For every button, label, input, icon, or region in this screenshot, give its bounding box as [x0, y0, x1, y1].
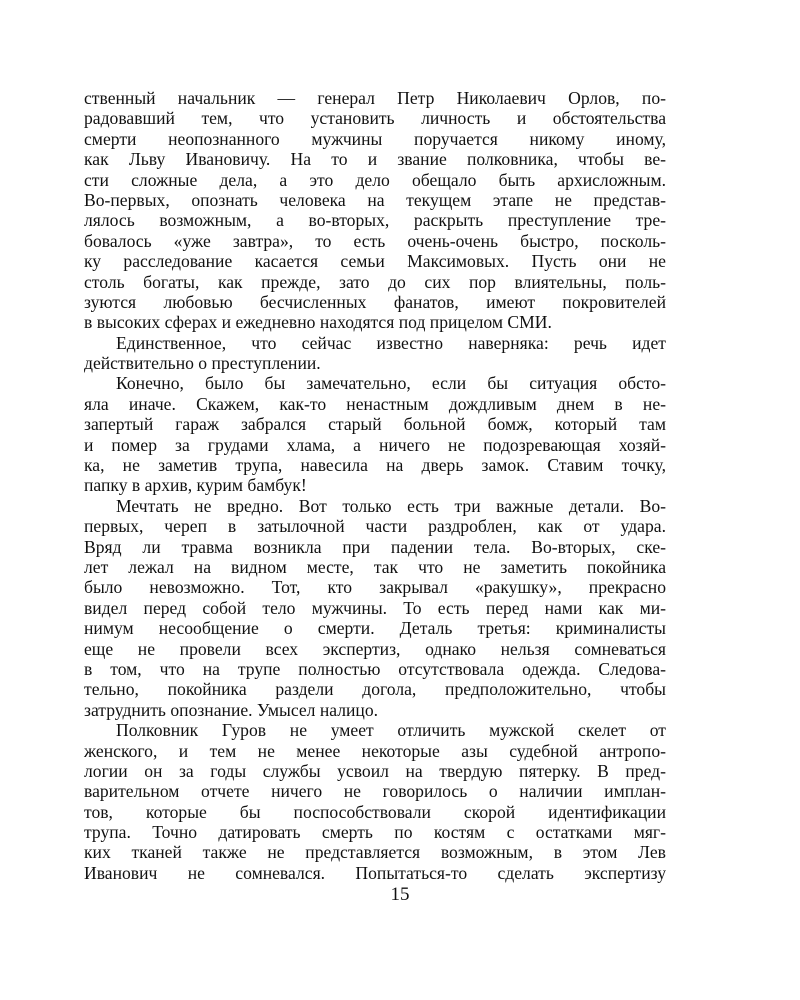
text-line: тельно, покойника раздели догола, предположительно, чтобы: [84, 679, 666, 700]
text-line: Иванович не сомневался. Попытаться-то сделать экспертизу: [84, 862, 666, 883]
text-line: ку расследование касается семьи Максимовых. Пусть они не: [84, 251, 666, 272]
text-line: трупа. Точно датировать смерть по костям с остатками мяг-: [84, 822, 666, 843]
text-line: в высоких сферах и ежедневно находятся под прицелом СМИ.: [84, 312, 552, 333]
text-line: еще не провели всех экспертиз, однако нельзя сомневаться: [84, 638, 666, 659]
text-line: Полковник Гуров не умеет отличить мужской скелет от: [116, 720, 666, 741]
text-line: столь богаты, как прежде, зато до сих пор влиятельны, поль-: [84, 271, 666, 292]
text-line: запертый гараж забрался старый больной бомж, который там: [84, 414, 666, 435]
text-line: бовалось «уже завтра», то есть очень-очень быстро, посколь-: [84, 230, 666, 251]
text-line: затруднить опознание. Умысел налицо.: [84, 699, 379, 720]
text-line: лет лежал на видном месте, так что не заметить покойника: [84, 556, 666, 577]
text-line: смерти неопознанного мужчины поручается никому иному,: [84, 128, 666, 149]
text-line: лялось возможным, а во-вторых, раскрыть преступление тре-: [84, 210, 666, 231]
text-line: ких тканей также не представляется возможным, в этом Лев: [84, 842, 666, 863]
text-line: логии он за годы службы усвоил на твердую пятерку. В пред-: [84, 760, 666, 781]
text-line: действительно о преступлении.: [84, 353, 321, 374]
text-line: первых, череп в затылочной части раздроблен, как от удара.: [84, 516, 666, 537]
text-line: папку в архив, курим бамбук!: [84, 475, 307, 496]
text-line: варительном отчете ничего не говорилось о наличии имплан-: [84, 781, 666, 802]
text-line: радовавший тем, что установить личность и обстоятельства: [84, 108, 666, 129]
text-line: женского, и тем не менее некоторые азы судебной антропо-: [84, 740, 666, 761]
text-line: как Льву Ивановичу. На то и звание полковника, чтобы ве-: [84, 149, 666, 170]
text-line: Мечтать не вредно. Вот только есть три важные детали. Во-: [116, 495, 666, 516]
text-line: яла иначе. Скажем, как-то ненастным дождливым днем в не-: [84, 393, 666, 414]
text-line: в том, что на трупе полностью отсутствовала одежда. Следова-: [84, 658, 666, 679]
text-line: ка, не заметив трупа, навесила на дверь замок. Ставим точку,: [84, 455, 666, 476]
text-line: видел перед собой тело мужчины. То есть перед нами как ми-: [84, 597, 666, 618]
text-line: и помер за грудами хлама, а ничего не подозревающая хозяй-: [84, 434, 666, 455]
text-line: Конечно, было бы замечательно, если бы ситуация обсто-: [116, 373, 666, 394]
body-text: [84, 88, 666, 883]
page-number: 15: [390, 884, 410, 905]
text-line: Во-первых, опознать человека на текущем этапе не представ-: [84, 189, 666, 210]
text-line: сти сложные дела, а это дело обещало быть архисложным.: [84, 169, 666, 190]
text-line: Вряд ли травма возникла при падении тела. Во-вторых, ске-: [84, 536, 666, 557]
text-line: зуются любовью бесчисленных фанатов, имеют покровителей: [84, 291, 666, 312]
text-line: Единственное, что сейчас известно наверняка: речь идет: [116, 332, 666, 353]
text-line: тов, которые бы поспособствовали скорой идентификации: [84, 801, 666, 822]
text-line: ственный начальник — генерал Петр Николаевич Орлов, по-: [84, 88, 666, 108]
text-line: нимум несообщение о смерти. Деталь третья: криминалисты: [84, 618, 666, 639]
text-line: было невозможно. Тот, кто закрывал «ракушку», прекрасно: [84, 577, 666, 598]
